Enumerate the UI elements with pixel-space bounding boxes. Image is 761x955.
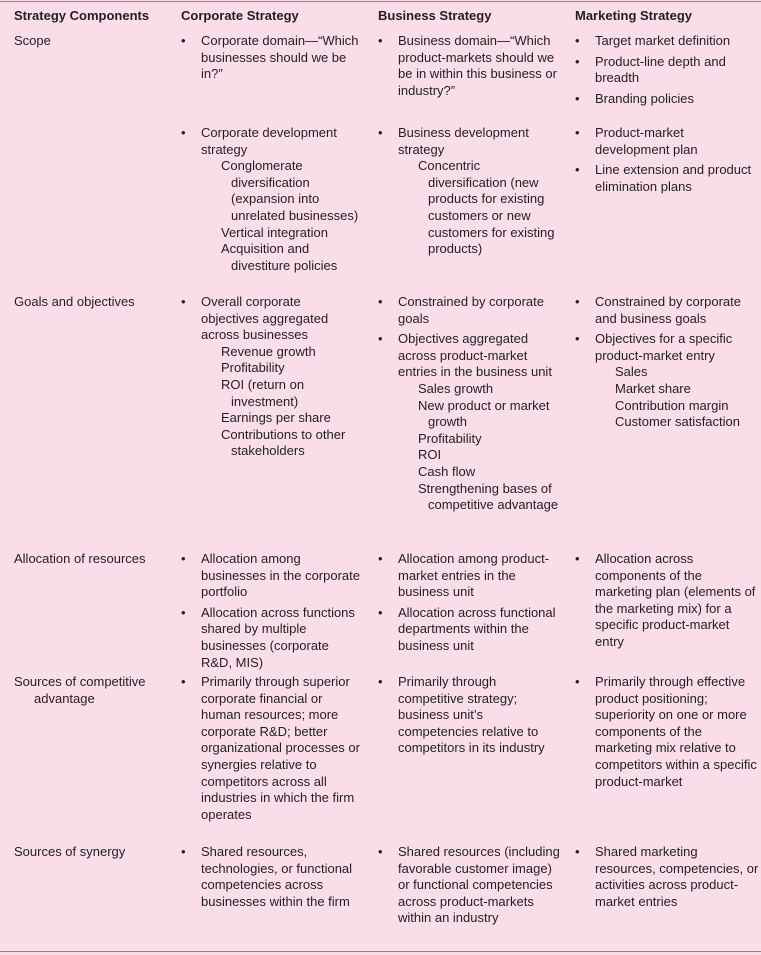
corporate-cell	[181, 294, 361, 460]
bullet-dot-icon: •	[575, 53, 580, 69]
bullet-text: Allocation across functions shared by multiple businesses (corporate R&D, MIS)	[201, 604, 355, 670]
row-label-text: Allocation of resources	[14, 551, 146, 566]
row-label-text: Scope	[14, 33, 51, 48]
bullet-item	[378, 844, 560, 927]
bullet-dot-icon: •	[378, 125, 383, 140]
business-cell	[378, 33, 560, 99]
sub-item: New product or market growth	[418, 397, 550, 430]
row-label-text: Sources of synergy	[14, 844, 126, 859]
bullet-text: Constrained by corporate goals	[398, 294, 544, 326]
bullet-item	[378, 674, 560, 757]
bullet-dot-icon: •	[575, 162, 580, 178]
bullet-dot-icon: •	[378, 604, 383, 620]
bullet-text: Shared resources, technologies, or functional competencies across businesses within the firm	[201, 844, 353, 909]
sub-item: Cash flow	[418, 463, 476, 479]
bullet-item	[378, 331, 560, 514]
sub-item: Profitability	[221, 360, 285, 376]
header-business-strategy: Business Strategy	[378, 8, 492, 23]
top-rule	[0, 1, 761, 2]
sub-item: Profitability	[418, 430, 482, 446]
bullet-dot-icon: •	[378, 33, 383, 48]
bullet-item	[378, 294, 560, 327]
marketing-cell	[575, 125, 760, 195]
bullet-dot-icon: •	[575, 294, 580, 309]
business-cell	[378, 674, 560, 757]
bullet-item	[181, 674, 361, 823]
sub-item: Sales growth	[418, 380, 494, 396]
bullet-dot-icon: •	[181, 604, 186, 620]
sub-item: Conglomerate diversification (expansion into unrelated businesses)	[221, 158, 359, 223]
business-cell	[378, 551, 560, 655]
row-label	[14, 551, 169, 568]
bullet-item	[575, 844, 760, 910]
sub-item: Revenue growth	[221, 343, 316, 359]
header-marketing-strategy: Marketing Strategy	[575, 8, 693, 23]
bullet-text: Shared marketing resources, competencies, or activities across product-market entries	[595, 844, 759, 909]
row-label	[14, 294, 169, 311]
corporate-cell	[181, 125, 361, 274]
bullet-item	[575, 674, 760, 790]
bullet-text: Overall corporate objectives aggregated across businesses	[201, 294, 329, 343]
business-cell	[378, 125, 560, 258]
bullet-text: Branding policies	[595, 90, 695, 106]
header-strategy-components: Strategy Components	[14, 8, 150, 23]
bullet-text: Product-line depth and breadth	[595, 53, 726, 86]
bullet-dot-icon: •	[378, 674, 383, 689]
row-label	[14, 844, 169, 861]
business-cell	[378, 294, 560, 514]
bullet-text: Allocation across components of the marketing plan (elements of the marketing mix) for a specific product-market entry	[595, 551, 756, 649]
bullet-dot-icon: •	[575, 125, 580, 140]
sub-item: ROI (return on investment)	[221, 376, 305, 409]
bullet-text: Primarily through effective product positioning; superiority on one or more components of the marketing mix relative to competitors within a specific product-market	[595, 674, 757, 789]
marketing-cell	[575, 294, 760, 431]
bullet-dot-icon: •	[378, 331, 383, 347]
bullet-dot-icon: •	[181, 294, 186, 309]
bullet-text: Target market definition	[595, 33, 731, 48]
bullet-dot-icon: •	[575, 33, 580, 48]
row-label-continuation: advantage	[34, 690, 95, 706]
sub-item: Acquisition and divestiture policies	[221, 241, 338, 273]
bullet-text: Primarily through competitive strategy; business unit’s competencies relative to competitors in its industry	[398, 674, 545, 756]
bullet-text: Product-market development plan	[595, 125, 698, 157]
sub-item: ROI	[418, 447, 442, 463]
row-label	[14, 674, 169, 707]
row-label	[14, 33, 169, 50]
bullet-dot-icon: •	[181, 844, 186, 859]
bullet-dot-icon: •	[181, 674, 186, 689]
bullet-text: Constrained by corporate and business goals	[595, 294, 741, 326]
bullet-text: Objectives aggregated across product-market entries in the business unit	[398, 331, 552, 380]
bullet-text: Allocation across functional departments within the business unit	[398, 604, 556, 653]
bullet-item	[378, 125, 560, 258]
bullet-dot-icon: •	[181, 125, 186, 140]
bullet-item	[181, 551, 361, 601]
sub-item: Vertical integration	[221, 224, 328, 240]
sub-item: Sales	[615, 364, 648, 380]
bullet-dot-icon: •	[378, 551, 383, 566]
bullet-item	[575, 125, 760, 158]
bullet-item	[575, 331, 760, 431]
bullet-text: Business domain—“Which product-markets should we be in within this business or industry?”	[398, 33, 557, 98]
row-label-text: Sources of competitive	[14, 674, 146, 689]
bullet-text: Line extension and product elimination plans	[595, 162, 752, 194]
bullet-item	[575, 551, 760, 651]
bullet-dot-icon: •	[575, 674, 580, 689]
bullet-item	[575, 294, 760, 327]
bullet-item	[575, 54, 760, 87]
bullet-text: Allocation among businesses in the corporate portfolio	[201, 551, 360, 600]
sub-item: Strengthening bases of competitive advantage	[418, 480, 559, 513]
bullet-dot-icon: •	[378, 844, 383, 859]
header-corporate-strategy: Corporate Strategy	[181, 8, 299, 23]
bullet-item	[181, 125, 361, 274]
bottom-rule	[0, 951, 761, 952]
bullet-item	[378, 605, 560, 655]
corporate-cell	[181, 674, 361, 823]
marketing-cell	[575, 844, 760, 910]
bullet-dot-icon: •	[575, 551, 580, 566]
bullet-dot-icon: •	[181, 551, 186, 566]
marketing-cell	[575, 674, 760, 790]
sub-item: Contributions to other stakeholders	[221, 426, 346, 459]
marketing-cell	[575, 551, 760, 651]
bullet-text: Allocation among product-market entries in the business unit	[398, 551, 550, 600]
bullet-item	[181, 294, 361, 460]
bullet-item	[575, 91, 760, 108]
sub-item: Contribution margin	[615, 397, 729, 413]
business-cell	[378, 844, 560, 927]
marketing-cell	[575, 33, 760, 107]
bullet-text: Corporate development strategy	[201, 125, 337, 157]
bullet-text: Business development strategy	[398, 125, 529, 157]
bullet-dot-icon: •	[378, 294, 383, 309]
corporate-cell	[181, 844, 361, 910]
sub-item: Concentric diversification (new products for existing customers or new customers for existing products)	[418, 158, 555, 257]
bullet-text: Corporate domain—“Which businesses should we be in?”	[201, 33, 359, 82]
bullet-item	[575, 33, 760, 50]
bullet-item	[181, 33, 361, 83]
sub-item: Market share	[615, 380, 691, 396]
corporate-cell	[181, 33, 361, 83]
bullet-dot-icon: •	[181, 33, 186, 48]
bullet-item	[181, 605, 361, 671]
bullet-item	[378, 33, 560, 99]
bullet-text: Shared resources (including favorable customer image) or functional competencies across product-markets within an industry	[398, 844, 560, 926]
bullet-dot-icon: •	[575, 90, 580, 106]
corporate-cell	[181, 551, 361, 671]
sub-item: Customer satisfaction	[615, 414, 740, 430]
bullet-dot-icon: •	[575, 331, 580, 347]
bullet-dot-icon: •	[575, 844, 580, 859]
row-label-text: Goals and objectives	[14, 294, 135, 309]
bullet-item	[575, 162, 760, 195]
bullet-text: Primarily through superior corporate financial or human resources; more corporate R&D; better organizational processes or synergies relative to competitors across all industries in which the firm operates	[201, 674, 360, 822]
sub-item: Earnings per share	[221, 410, 331, 426]
bullet-text: Objectives for a specific product-market entry	[595, 331, 733, 363]
bullet-item	[378, 551, 560, 601]
bullet-item	[181, 844, 361, 910]
